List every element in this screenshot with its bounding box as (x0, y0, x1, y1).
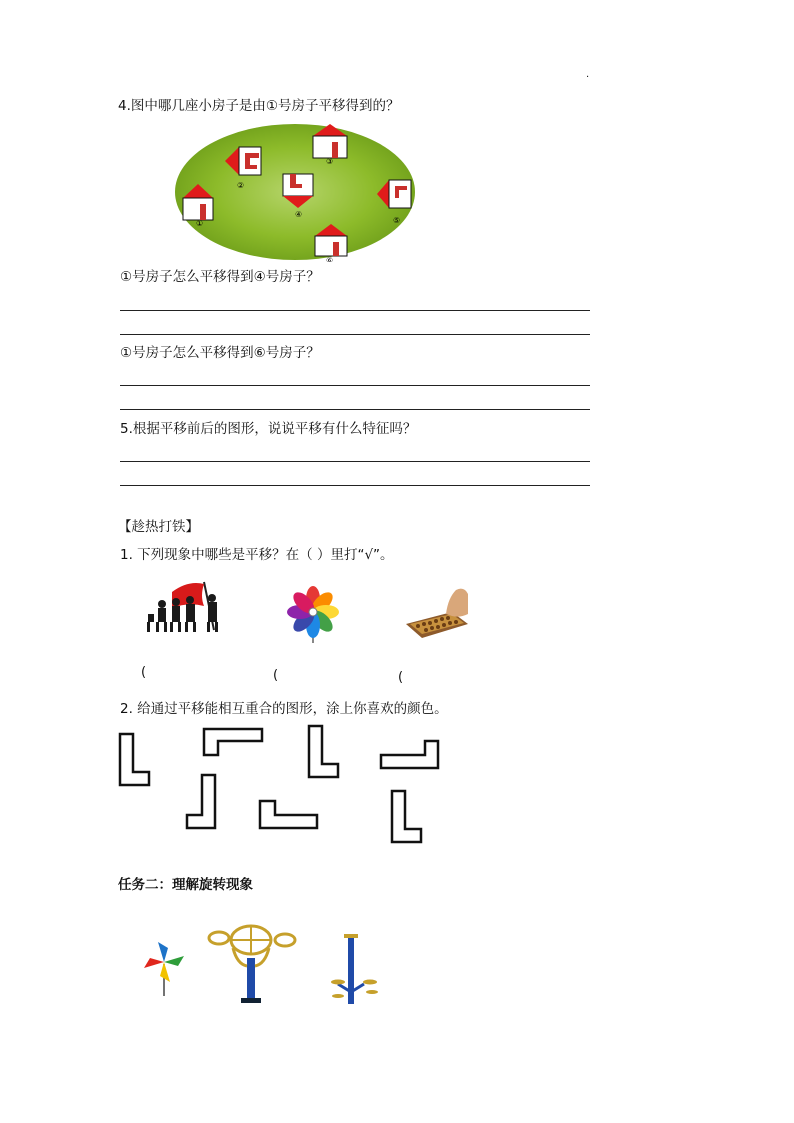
house-label-3: ③ (326, 157, 334, 166)
l-shape[interactable] (309, 726, 338, 777)
answer-paren-1[interactable]: ( (141, 665, 147, 680)
answer-line[interactable] (120, 310, 590, 311)
exercise-2-title: 2. 给通过平移能相互重合的图形，涂上你喜欢的颜色。 (120, 701, 448, 717)
l-shape[interactable] (187, 775, 215, 828)
abacus-picture (404, 584, 470, 640)
answer-line[interactable] (120, 385, 590, 386)
answer-line[interactable] (120, 461, 590, 462)
house-label-6: ⑥ (326, 256, 334, 262)
house-label-5: ⑤ (393, 216, 401, 225)
l-shape[interactable] (204, 729, 262, 755)
house-label-2: ② (237, 181, 245, 190)
question-4-sub-2: ①号房子怎么平移得到⑥号房子？ (120, 345, 320, 361)
house-label-1: ① (196, 219, 204, 228)
question-4-title: 4.图中哪几座小房子是由①号房子平移得到的？ (118, 98, 400, 114)
task-2-title: 任务二：理解旋转现象 (118, 877, 253, 893)
l-shape[interactable] (120, 734, 149, 785)
question-4-sub-1: ①号房子怎么平移得到④号房子？ (120, 269, 320, 285)
question-5-title: 5.根据平移前后的图形，说说平移有什么特征吗？ (120, 421, 417, 437)
steering-wheel-equipment-picture (207, 918, 299, 1006)
l-shape[interactable] (392, 791, 421, 842)
l-shape[interactable] (260, 801, 317, 828)
answer-line[interactable] (120, 485, 590, 486)
answer-line[interactable] (120, 409, 590, 410)
houses-figure (175, 122, 425, 262)
pinwheel-picture (142, 938, 190, 996)
l-shape[interactable] (381, 741, 438, 768)
answer-paren-2[interactable]: ( (273, 668, 279, 683)
l-shapes-figure (115, 724, 445, 846)
answer-line[interactable] (120, 334, 590, 335)
answer-paren-3[interactable]: ( (398, 670, 404, 685)
pinwheel-picture (286, 585, 340, 643)
house-label-4: ④ (295, 210, 303, 219)
section-title: 【趁热打铁】 (118, 519, 199, 535)
flag-raising-picture (142, 578, 228, 632)
corner-mark: · (586, 72, 590, 83)
twister-equipment-picture (330, 930, 386, 1004)
exercise-1-title: 1. 下列现象中哪些是平移？在（ ）里打“√”。 (120, 547, 394, 563)
